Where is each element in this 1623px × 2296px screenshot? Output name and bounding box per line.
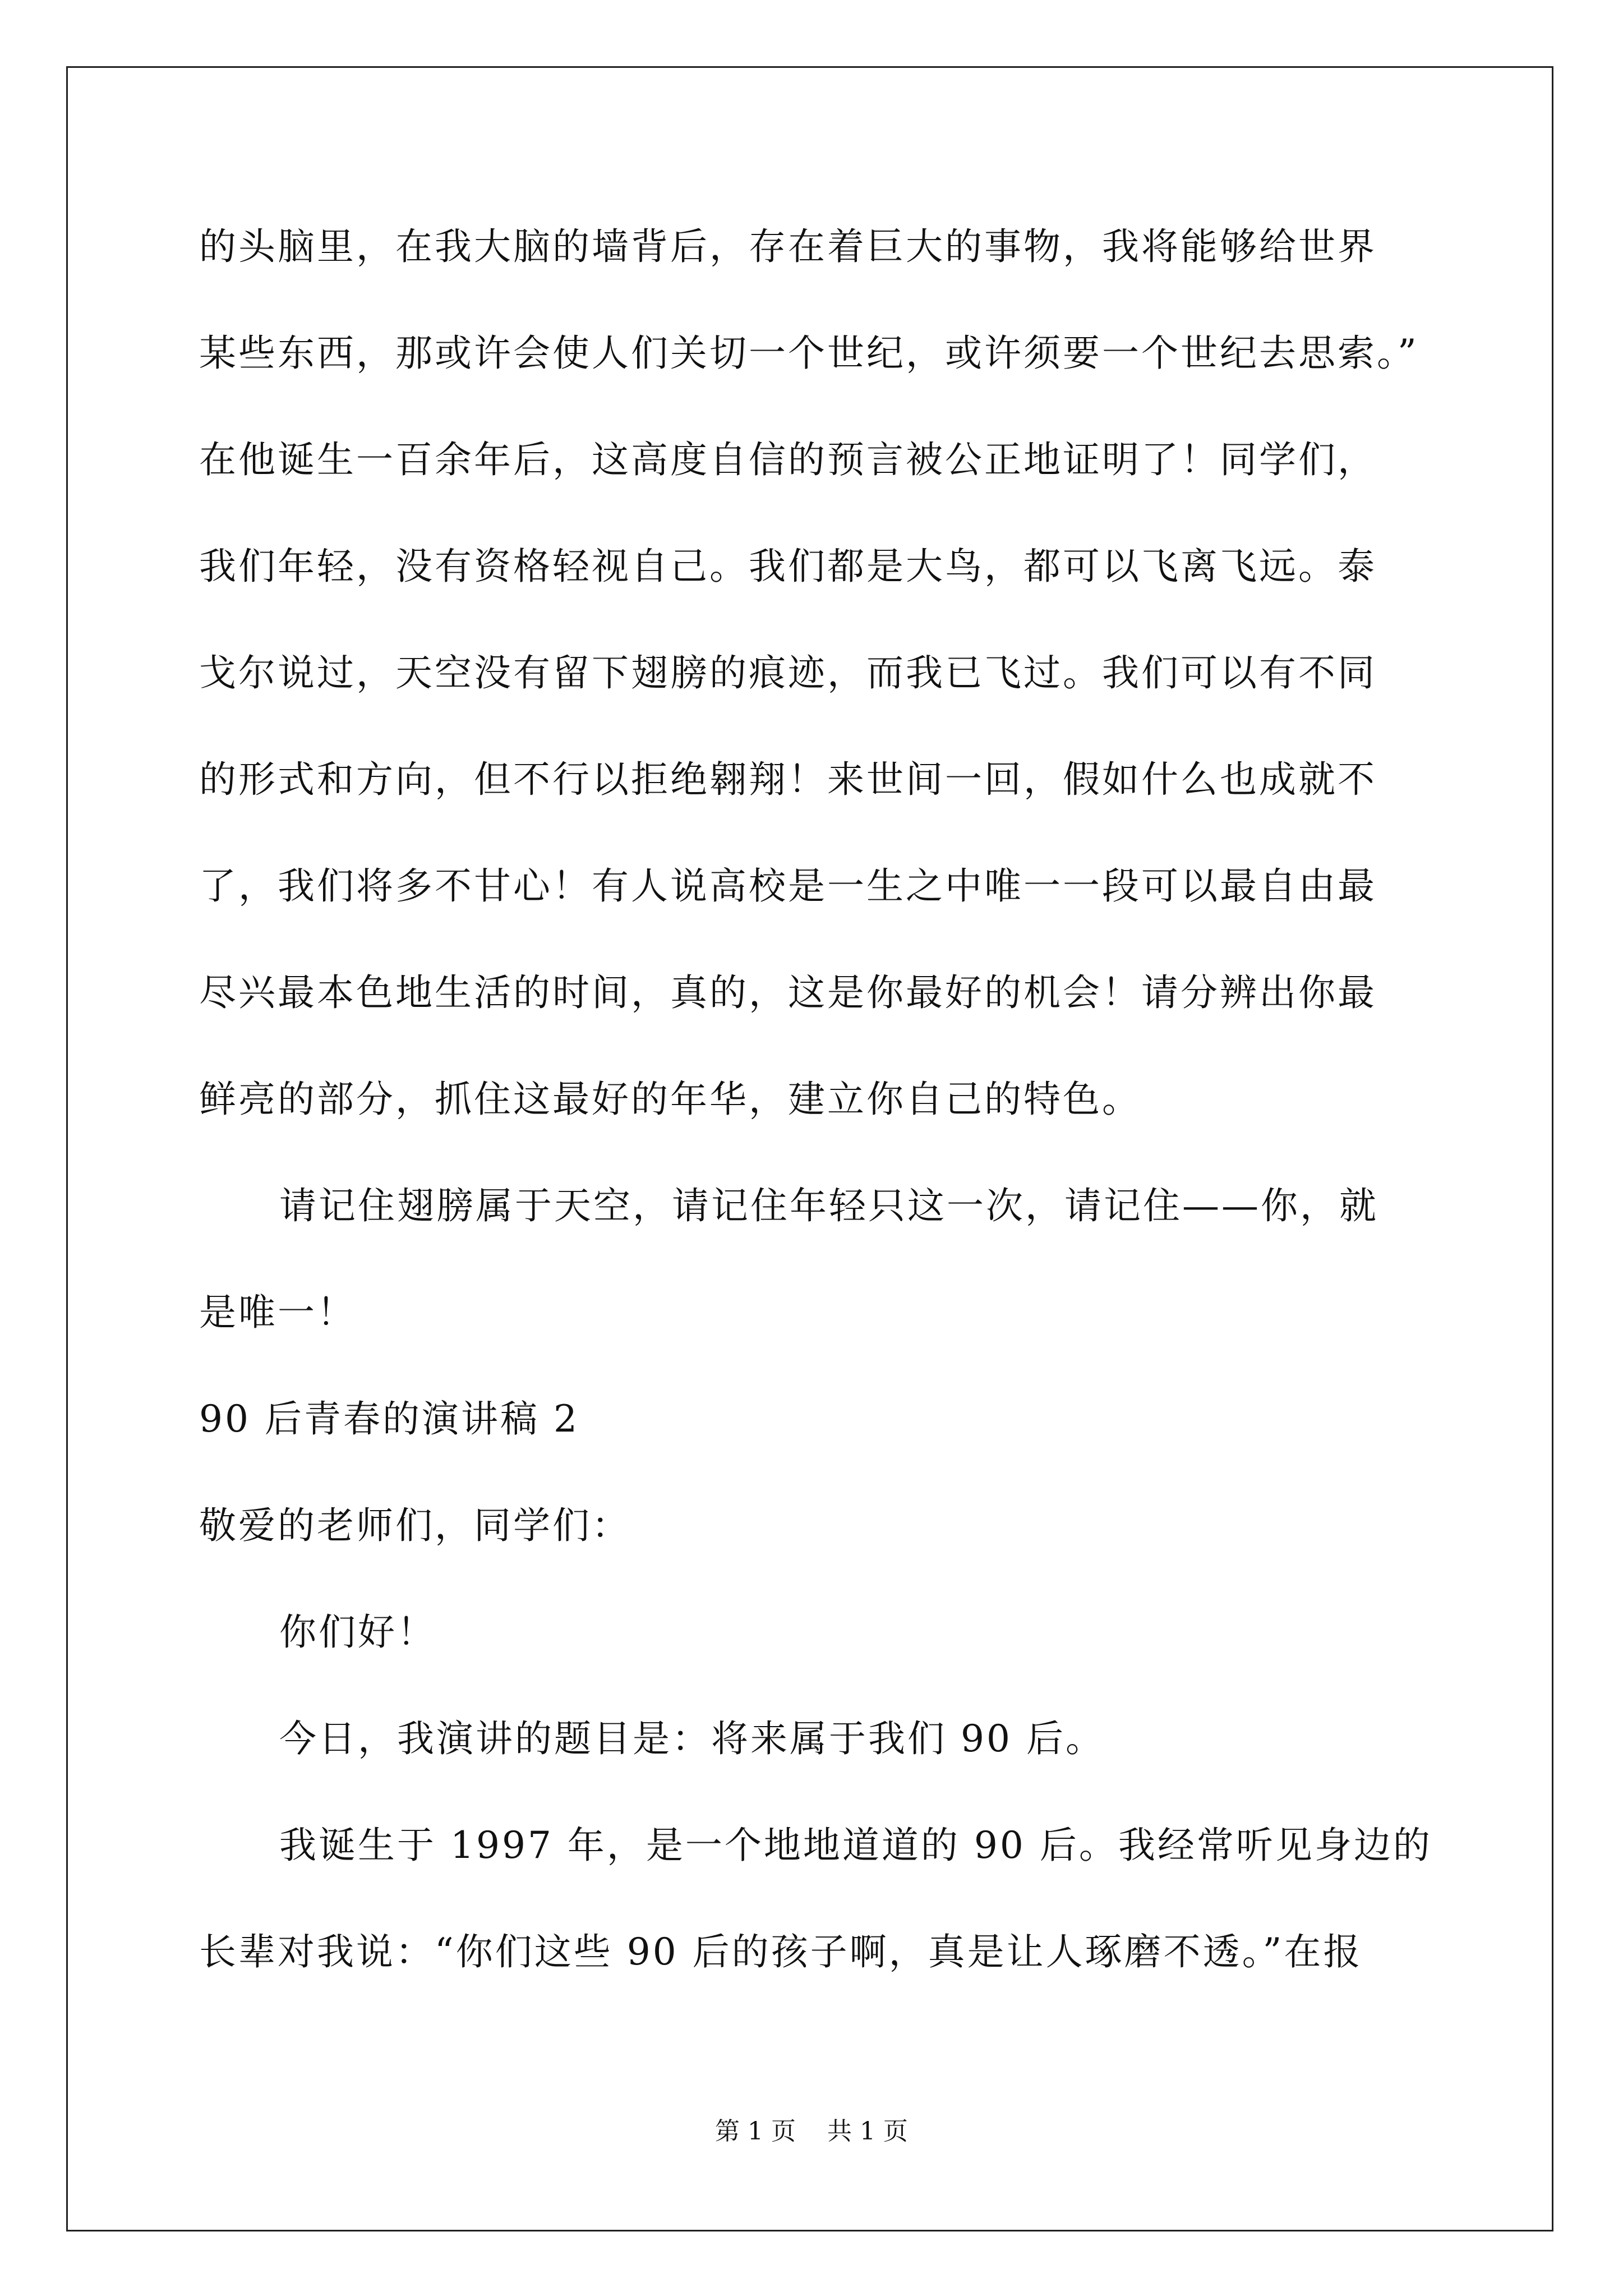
body-line-17: 长辈对我说：“你们这些 90 后的孩子啊，真是让人琢磨不透。”在报: [199, 1930, 1363, 1973]
body-line-11: 是唯一！: [199, 1291, 356, 1334]
body-line-16: 我诞生于 1997 年，是一个地地道道的 90 后。我经常听见身边的: [279, 1824, 1432, 1867]
body-line-8: 尽兴最本色地生活的时间，真的，这是你最好的机会！请分辨出你最: [199, 971, 1377, 1014]
page-border: [66, 66, 1553, 2231]
body-line-4: 我们年轻，没有资格轻视自己。我们都是大鸟，都可以飞离飞远。泰: [199, 545, 1377, 588]
salutation: 敬爱的老师们，同学们：: [199, 1504, 631, 1547]
body-line-2: 某些东西，那或许会使人们关切一个世纪，或许须要一个世纪去思索。”: [199, 332, 1419, 375]
greeting: 你们好！: [279, 1611, 436, 1654]
body-line-6: 的形式和方向，但不行以拒绝翱翔！来世间一回，假如什么也成就不: [199, 758, 1377, 801]
body-line-7: 了，我们将多不甘心！有人说高校是一生之中唯一一段可以最自由最: [199, 864, 1377, 908]
body-line-1: 的头脑里，在我大脑的墙背后，存在着巨大的事物，我将能够给世界: [199, 225, 1377, 268]
body-line-5: 戈尔说过，天空没有留下翅膀的痕迹，而我已飞过。我们可以有不同: [199, 651, 1377, 694]
body-line-3: 在他诞生一百余年后，这高度自信的预言被公正地证明了！同学们，: [199, 438, 1377, 481]
body-line-10: 请记住翅膀属于天空，请记住年轻只这一次，请记住——你，就: [279, 1184, 1378, 1227]
page-footer: 第 1 页 共 1 页: [715, 2117, 908, 2146]
section-heading: 90 后青春的演讲稿 2: [199, 1397, 579, 1441]
body-line-15: 今日，我演讲的题目是：将来属于我们 90 后。: [279, 1717, 1105, 1760]
body-line-9: 鲜亮的部分，抓住这最好的年华，建立你自己的特色。: [199, 1078, 1141, 1121]
